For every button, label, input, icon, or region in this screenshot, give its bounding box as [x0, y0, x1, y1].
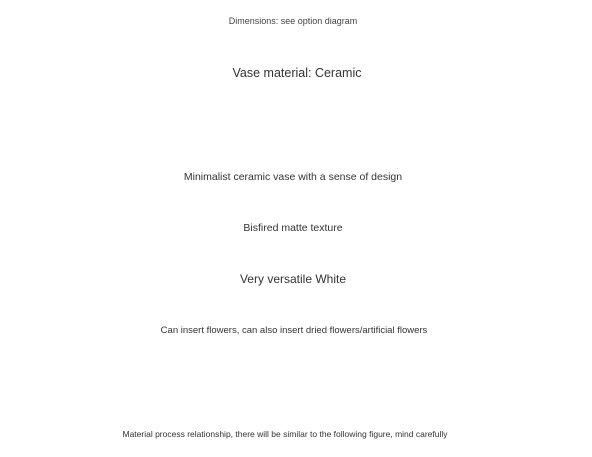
dimensions-text: Dimensions: see option diagram: [228, 16, 358, 26]
vase-material-text: Vase material: Ceramic: [232, 66, 362, 80]
description-text: Minimalist ceramic vase with a sense of design: [183, 171, 403, 183]
stray-dot: [397, 168, 398, 169]
texture-text: Bisfired matte texture: [243, 222, 343, 234]
usage-text: Can insert flowers, can also insert dried flowers/artificial flowers: [160, 325, 428, 336]
process-note-text: Material process relationship, there will be similar to the following figure, mind carefully: [122, 429, 448, 439]
color-text: Very versatile White: [239, 272, 347, 286]
